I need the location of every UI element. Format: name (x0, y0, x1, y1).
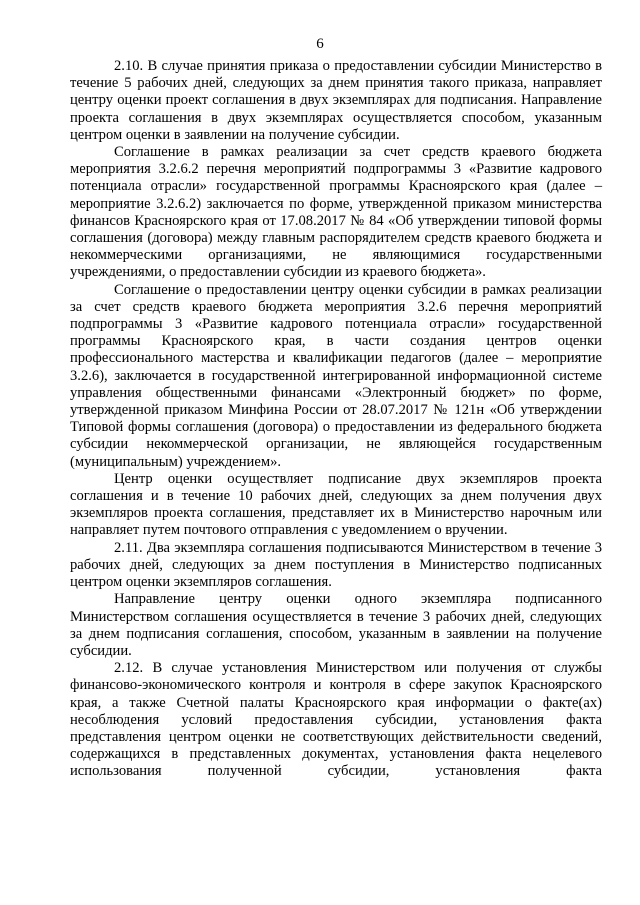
document-body (70, 58, 602, 781)
paragraph-sending: Направление центру оценки одного экземпляра подписанного Министерством соглашения осуществляется в течение 3 рабочих дней, следующих за днем подписания соглашения, способом, указанным в заявлении на получение субсидии. (70, 591, 602, 659)
paragraph-2-10: 2.10. В случае принятия приказа о предоставлении субсидии Министерство в течение 5 рабочих дней, следующих за днем принятия такого приказа, направляет центру оценки проект соглашения в двух экземплярах для подписания. Направление проекта соглашения в двух экземплярах осуществляется способом, указанным центром оценки в заявлении на получение субсидии. (70, 58, 602, 143)
paragraph-2-11: 2.11. Два экземпляра соглашения подписываются Министерством в течение 3 рабочих дней, следующих за днем поступления в Министерство подписанных центром оценки экземпляров соглашения. (70, 539, 602, 591)
paragraph-2-12: 2.12. В случае установления Министерством или получения от службы финансово-экономического контроля и контроля в сфере закупок Красноярского края, а также Счетной палаты Красноярского края информации о факте(ах) несоблюдения условий предоставления субсидии, установления факта представления центром оценки не соответствующих действительности сведений, содержащихся в представленных документах, установления факта нецелевого использования полученной субсидии, установления факта (70, 660, 602, 780)
page-number: 6 (316, 36, 324, 52)
paragraph-signing: Центр оценки осуществляет подписание двух экземпляров проекта соглашения и в течение 10 рабочих дней, следующих за днем получения двух экземпляров проекта соглашения, представляет их в Министерство нарочным или направляет путем почтового отправления с уведомлением о вручении. (70, 470, 602, 539)
paragraph-agreement-3-2-6-2: Соглашение в рамках реализации за счет средств краевого бюджета мероприятия 3.2.6.2 перечня мероприятий подпрограммы 3 «Развитие кадрового потенциала отрасли» государственной программы Красноярского края (далее – мероприятие 3.2.6.2) заключается по форме, утвержденной приказом министерства финансов Красноярского края от 17.08.2017 № 84 «Об утверждении типовой формы соглашения (договора) между главным распорядителем средств краевого бюджета и некоммерческими организациями, не являющимися государственными учреждениями, о предоставлении субсидии из краевого бюджета». (70, 144, 602, 281)
paragraph-agreement-3-2-6: Соглашение о предоставлении центру оценки субсидии в рамках реализации за счет средств краевого бюджета мероприятия 3.2.6 перечня мероприятий подпрограммы 3 «Развитие кадрового потенциала отрасли» государственной программы Красноярского края, в части создания центров оценки профессионального мастерства и квалификации педагогов (далее – мероприятие 3.2.6), заключается в государственной интегрированной информационной системе управления общественными финансами «Электронный бюджет» по форме, утвержденной приказом Минфина России от 28.07.2017 № 121н «Об утверждении Типовой формы соглашения (договора) о предоставлении из федерального бюджета субсидии некоммерческой организации, не являющейся государственным (муниципальным) учреждением». (70, 281, 602, 470)
